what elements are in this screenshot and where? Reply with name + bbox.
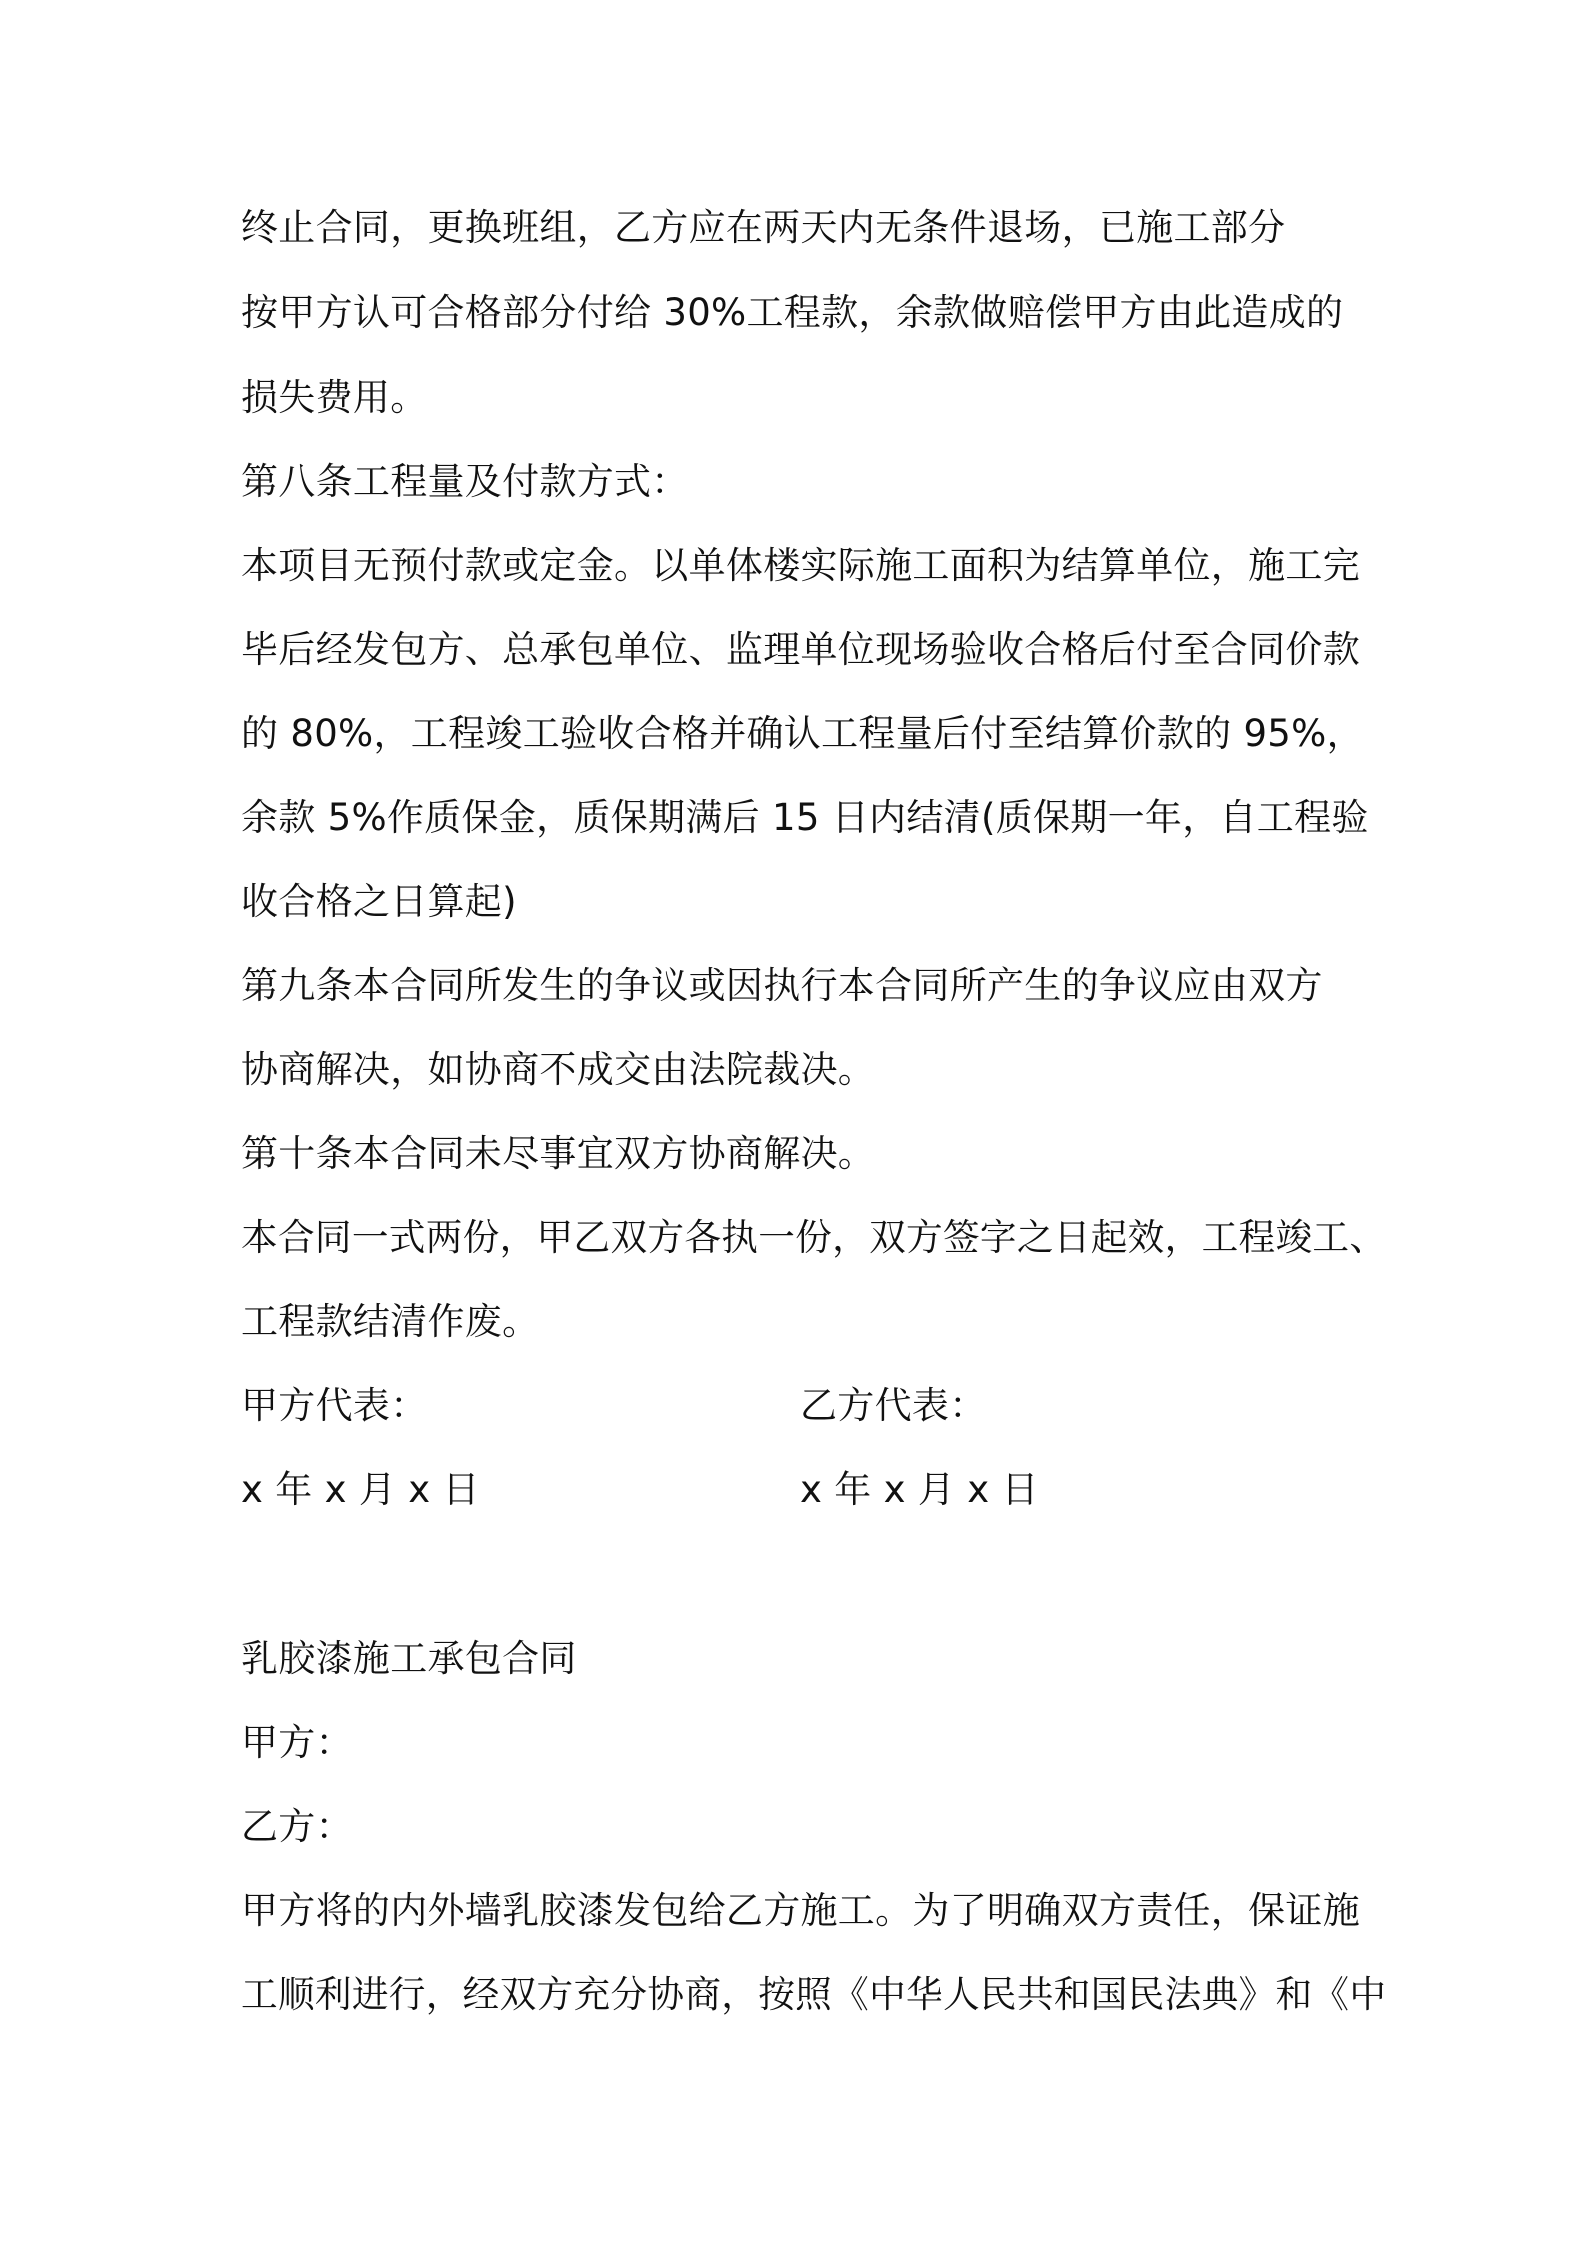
text-line-9: 收合格之日算起)	[241, 880, 517, 923]
text-line-14: 工程款结清作废。	[241, 1300, 540, 1343]
party-b-label: 乙方：	[241, 1805, 353, 1848]
text-line-13: 本合同一式两份，甲乙双方各执一份，双方签字之日起效，工程竣工、	[241, 1216, 1387, 1259]
article-10-text: 第十条本合同未尽事宜双方协商解决。	[241, 1132, 876, 1175]
text-line-1: 终止合同，更换班组，乙方应在两天内无条件退场，已施工部分	[241, 206, 1286, 249]
text-line-2: 按甲方认可合格部分付给 30%工程款，余款做赔偿甲方由此造成的	[241, 291, 1344, 334]
text-line-6: 毕后经发包方、总承包单位、监理单位现场验收合格后付至合同价款	[241, 628, 1360, 671]
intro-line-2: 工顺利进行，经双方充分协商，按照《中华人民共和国民法典》和《中	[241, 1973, 1387, 2016]
party-b-representative-label: 乙方代表：	[800, 1384, 987, 1427]
article-8-heading: 第八条工程量及付款方式：	[241, 460, 689, 503]
intro-line-1: 甲方将的内外墙乳胶漆发包给乙方施工。为了明确双方责任，保证施	[241, 1889, 1360, 1932]
party-b-date: x 年 x 月 x 日	[800, 1468, 1039, 1511]
party-a-date: x 年 x 月 x 日	[241, 1468, 480, 1511]
party-a-label: 甲方：	[241, 1721, 353, 1764]
party-a-representative-label: 甲方代表：	[241, 1384, 428, 1427]
text-line-7: 的 80%，工程竣工验收合格并确认工程量后付至结算价款的 95%，	[241, 712, 1364, 755]
text-line-8: 余款 5%作质保金，质保期满后 15 日内结清(质保期一年，自工程验	[241, 796, 1369, 839]
article-9-text: 第九条本合同所发生的争议或因执行本合同所产生的争议应由双方	[241, 964, 1323, 1007]
text-line-11: 协商解决，如协商不成交由法院裁决。	[241, 1048, 876, 1091]
contract-title: 乳胶漆施工承包合同	[241, 1637, 577, 1680]
text-line-3: 损失费用。	[241, 376, 428, 419]
text-line-5: 本项目无预付款或定金。以单体楼实际施工面积为结算单位，施工完	[241, 544, 1360, 587]
